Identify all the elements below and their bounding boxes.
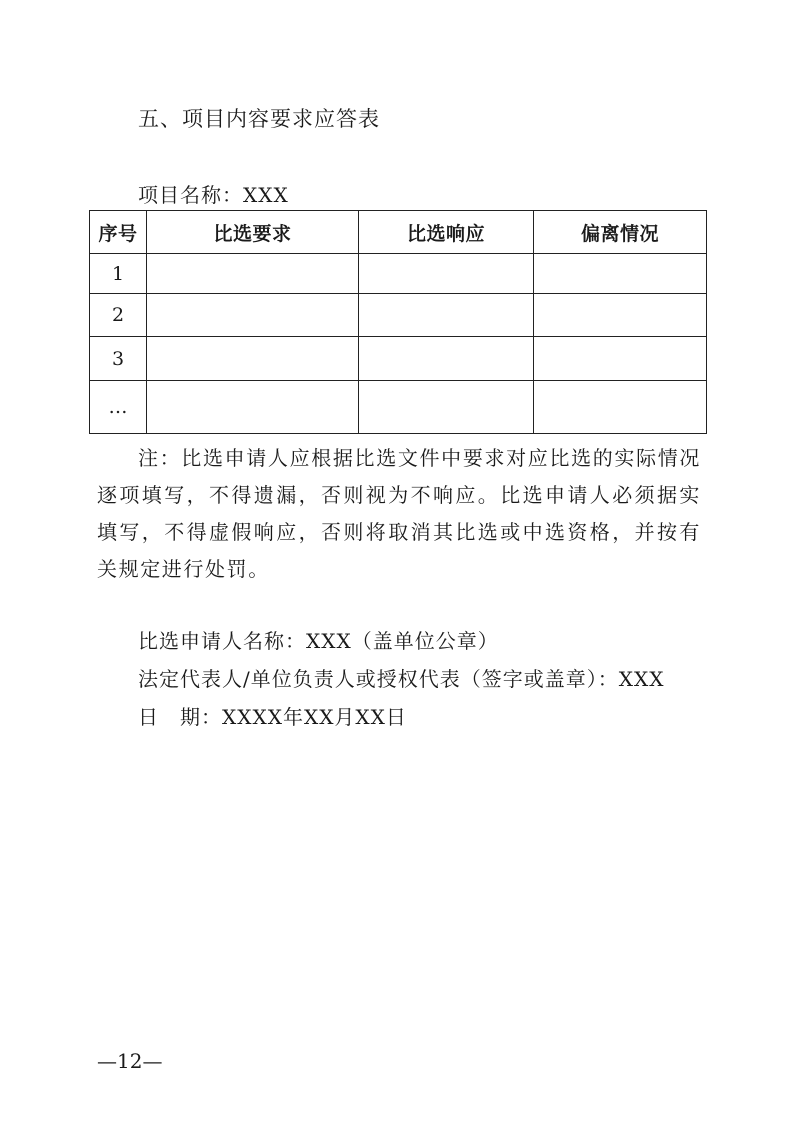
table-row [90, 381, 707, 434]
cell-requirement [147, 337, 359, 381]
cell-deviation [534, 381, 707, 434]
table-row [90, 294, 707, 337]
table-header-row [90, 211, 707, 254]
cell-serial-no: 1 [90, 254, 147, 294]
applicant-name-line: 比选申请人名称：XXX（盖单位公章） [138, 629, 499, 653]
response-table [89, 210, 707, 434]
cell-requirement [147, 254, 359, 294]
cell-response [359, 381, 534, 434]
cell-deviation [534, 294, 707, 337]
representative-line: 法定代表人/单位负责人或授权代表（签字或盖章）：XXX [138, 667, 665, 691]
cell-requirement [147, 294, 359, 337]
cell-deviation [534, 254, 707, 294]
cell-requirement [147, 381, 359, 434]
cell-response [359, 337, 534, 381]
cell-response [359, 294, 534, 337]
cell-deviation [534, 337, 707, 381]
project-name-line: 项目名称：XXX [138, 183, 289, 207]
header-serial-no: 序号 [90, 211, 147, 254]
cell-response [359, 254, 534, 294]
page-number: —12— [97, 1049, 163, 1073]
cell-serial-no: … [90, 381, 147, 434]
date-line: 日 期：XXXX年XX月XX日 [138, 705, 407, 729]
section-title: 五、项目内容要求应答表 [138, 107, 380, 131]
header-deviation: 偏离情况 [534, 211, 707, 254]
cell-serial-no: 3 [90, 337, 147, 381]
header-response: 比选响应 [359, 211, 534, 254]
header-requirement: 比选要求 [147, 211, 359, 254]
cell-serial-no: 2 [90, 294, 147, 337]
table-row [90, 254, 707, 294]
table-row [90, 337, 707, 381]
note-paragraph: 注：比选申请人应根据比选文件中要求对应比选的实际情况逐项填写，不得遗漏，否则视为不响应。比选申请人必须据实填写，不得虚假响应，否则将取消其比选或中选资格，并按有关规定进行处罚。 [97, 446, 701, 581]
